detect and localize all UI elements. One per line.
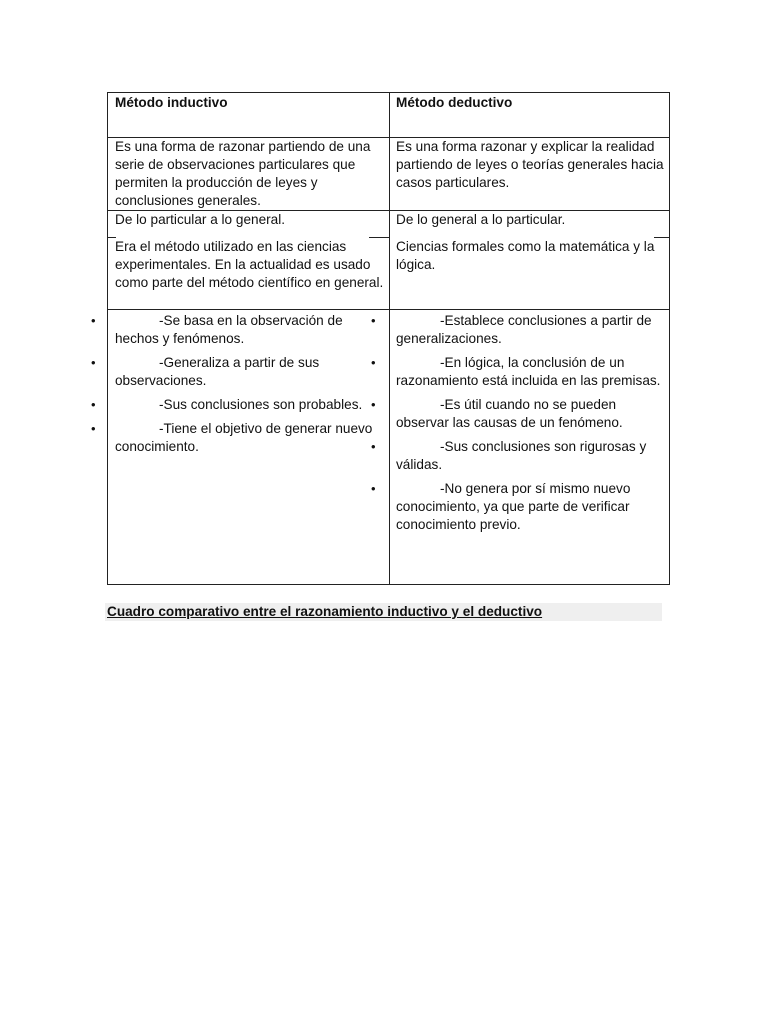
cell-inductive-direction: De lo particular a lo general.: [115, 212, 286, 227]
deductive-characteristics-list: [371, 312, 664, 540]
list-item: • -No genera por sí mismo nuevo conocimiento, ya que parte de verificar conocimiento previo.: [371, 481, 631, 532]
inductive-characteristics-list: [91, 312, 385, 462]
list-item: • -Se basa en la observación de hechos y fenómenos.: [91, 313, 343, 346]
list-item: • -Sus conclusiones son rigurosas y válidas.: [371, 439, 647, 472]
bullet-icon: •: [91, 313, 96, 328]
header-deductive: Método deductivo: [396, 95, 513, 110]
bullet-icon: •: [91, 355, 96, 370]
list-item: • -Establece conclusiones a partir de generalizaciones.: [371, 313, 652, 346]
list-item: • -Es útil cuando no se pueden observar las causas de un fenómeno.: [371, 397, 623, 430]
bullet-icon: •: [371, 313, 376, 328]
comparison-table: [91, 92, 670, 585]
list-item: • -Tiene el objetivo de generar nuevo conocimiento.: [91, 421, 373, 454]
bullet-icon: •: [371, 481, 376, 496]
table-caption: Cuadro comparativo entre el razonamiento inductivo y el deductivo: [107, 604, 543, 619]
cell-deductive-usage: Ciencias formales como la matemática y la lógica.: [396, 239, 655, 272]
bullet-icon: •: [91, 421, 96, 436]
bullet-icon: •: [371, 355, 376, 370]
list-item: • -En lógica, la conclusión de un razonamiento está incluida en las premisas.: [371, 355, 661, 388]
cell-inductive-usage: Era el método utilizado en las ciencias experimentales. En la actualidad es usado como parte del método científico en general.: [115, 239, 384, 290]
bullet-icon: •: [371, 397, 376, 412]
cell-deductive-direction: De lo general a lo particular.: [396, 212, 566, 227]
cell-deductive-definition: Es una forma razonar y explicar la realidad partiendo de leyes o teorías generales hacia casos particulares.: [396, 139, 664, 190]
header-inductive: Método inductivo: [115, 95, 228, 110]
cell-inductive-definition: Es una forma de razonar partiendo de una serie de observaciones particulares que permiten la producción de leyes y conclusiones generales.: [115, 139, 371, 208]
column-divider: [389, 93, 390, 584]
bullet-icon: •: [371, 439, 376, 454]
list-item: • -Generaliza a partir de sus observaciones.: [91, 355, 320, 388]
row-divider: [108, 309, 669, 310]
list-item: • -Sus conclusiones son probables.: [91, 397, 363, 412]
bullet-icon: •: [91, 397, 96, 412]
